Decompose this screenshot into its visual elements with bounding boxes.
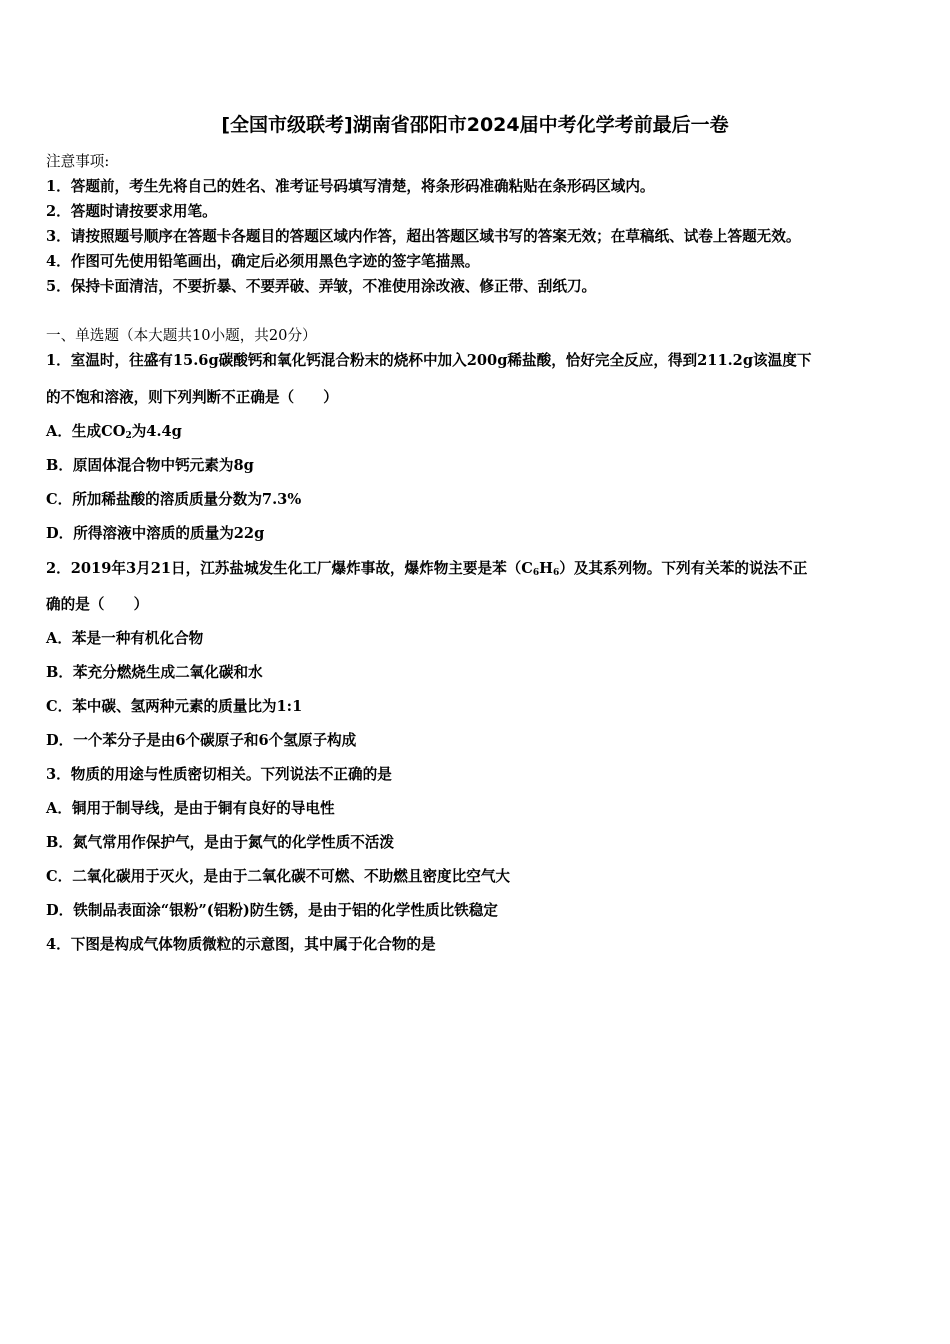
q2-stem-suffix: ）及其系列物。下列有关苯的说法不正 <box>559 560 808 577</box>
q1-option-d: D．所得溶液中溶质的质量为22g <box>46 525 265 542</box>
q1-option-b: B．原固体混合物中钙元素为8g <box>46 457 254 474</box>
q2-option-d: D．一个苯分子是由6个碳原子和6个氢原子构成 <box>46 732 357 749</box>
q3-option-b: B．氮气常用作保护气，是由于氮气的化学性质不活泼 <box>46 834 394 851</box>
q2-stem-subscript-c: 6 <box>532 568 540 578</box>
notice-item-5: 5．保持卡面清洁，不要折暴、不要弄破、弄皱，不准使用涂改液、修正带、刮纸刀。 <box>46 278 597 295</box>
q2-option-a: A．苯是一种有机化合物 <box>46 630 204 647</box>
notice-heading: 注意事项: <box>46 153 110 170</box>
notice-item-1: 1．答题前，考生先将自己的姓名、准考证号码填写清楚，将条形码准确粘贴在条形码区域内。 <box>46 178 655 195</box>
q4-stem: 4．下图是构成气体物质微粒的示意图，其中属于化合物的是 <box>46 936 436 953</box>
q2-stem-prefix: 2．2019年3月21日，江苏盐城发生化工厂爆炸事故，爆炸物主要是苯（C <box>46 560 533 577</box>
notice-item-3: 3．请按照题号顺序在答题卡各题目的答题区域内作答，超出答题区域书写的答案无效；在草稿纸、试卷上答题无效。 <box>46 228 801 245</box>
page-title: [全国市级联考]湖南省邵阳市2024届中考化学考前最后一卷 <box>221 114 729 136</box>
q1-stem-line1: 1．室温时，往盛有15.6g碳酸钙和氧化钙混合粉末的烧杯中加入200g稀盐酸，恰好完全反应，得到211.2g该温度下 <box>46 352 812 369</box>
q1-stem-line2: 的不饱和溶液，则下列判断不正确是（ ） <box>46 389 338 406</box>
q2-stem-subscript-h: 6 <box>552 568 560 578</box>
q1-option-a-suffix: 为4.4g <box>131 423 182 440</box>
q1-option-a-prefix: A．生成CO <box>46 423 126 440</box>
q3-option-a: A．铜用于制导线，是由于铜有良好的导电性 <box>46 800 335 817</box>
q2-option-b: B．苯充分燃烧生成二氧化碳和水 <box>46 664 263 681</box>
notice-item-4: 4．作图可先使用铅笔画出，确定后必须用黑色字迹的签字笔描黑。 <box>46 253 480 270</box>
q2-stem-line1 <box>46 559 807 579</box>
q3-option-c: C．二氧化碳用于灭火，是由于二氧化碳不可燃、不助燃且密度比空气大 <box>46 868 511 885</box>
q3-stem: 3．物质的用途与性质密切相关。下列说法不正确的是 <box>46 766 392 783</box>
q1-option-a <box>46 422 182 442</box>
q1-option-a-subscript: 2 <box>125 431 132 441</box>
q3-option-d: D．铁制品表面涂“银粉”(铝粉)防生锈，是由于铝的化学性质比铁稳定 <box>46 902 498 919</box>
q2-stem-line2: 确的是（ ） <box>46 596 149 613</box>
q1-option-c: C．所加稀盐酸的溶质质量分数为7.3% <box>46 491 302 508</box>
section-heading: 一、单选题（本大题共10小题，共20分） <box>46 327 317 344</box>
notice-item-2: 2．答题时请按要求用笔。 <box>46 203 217 220</box>
q2-stem-h: H <box>539 560 553 577</box>
q2-option-c: C．苯中碳、氢两种元素的质量比为1:1 <box>46 698 303 715</box>
